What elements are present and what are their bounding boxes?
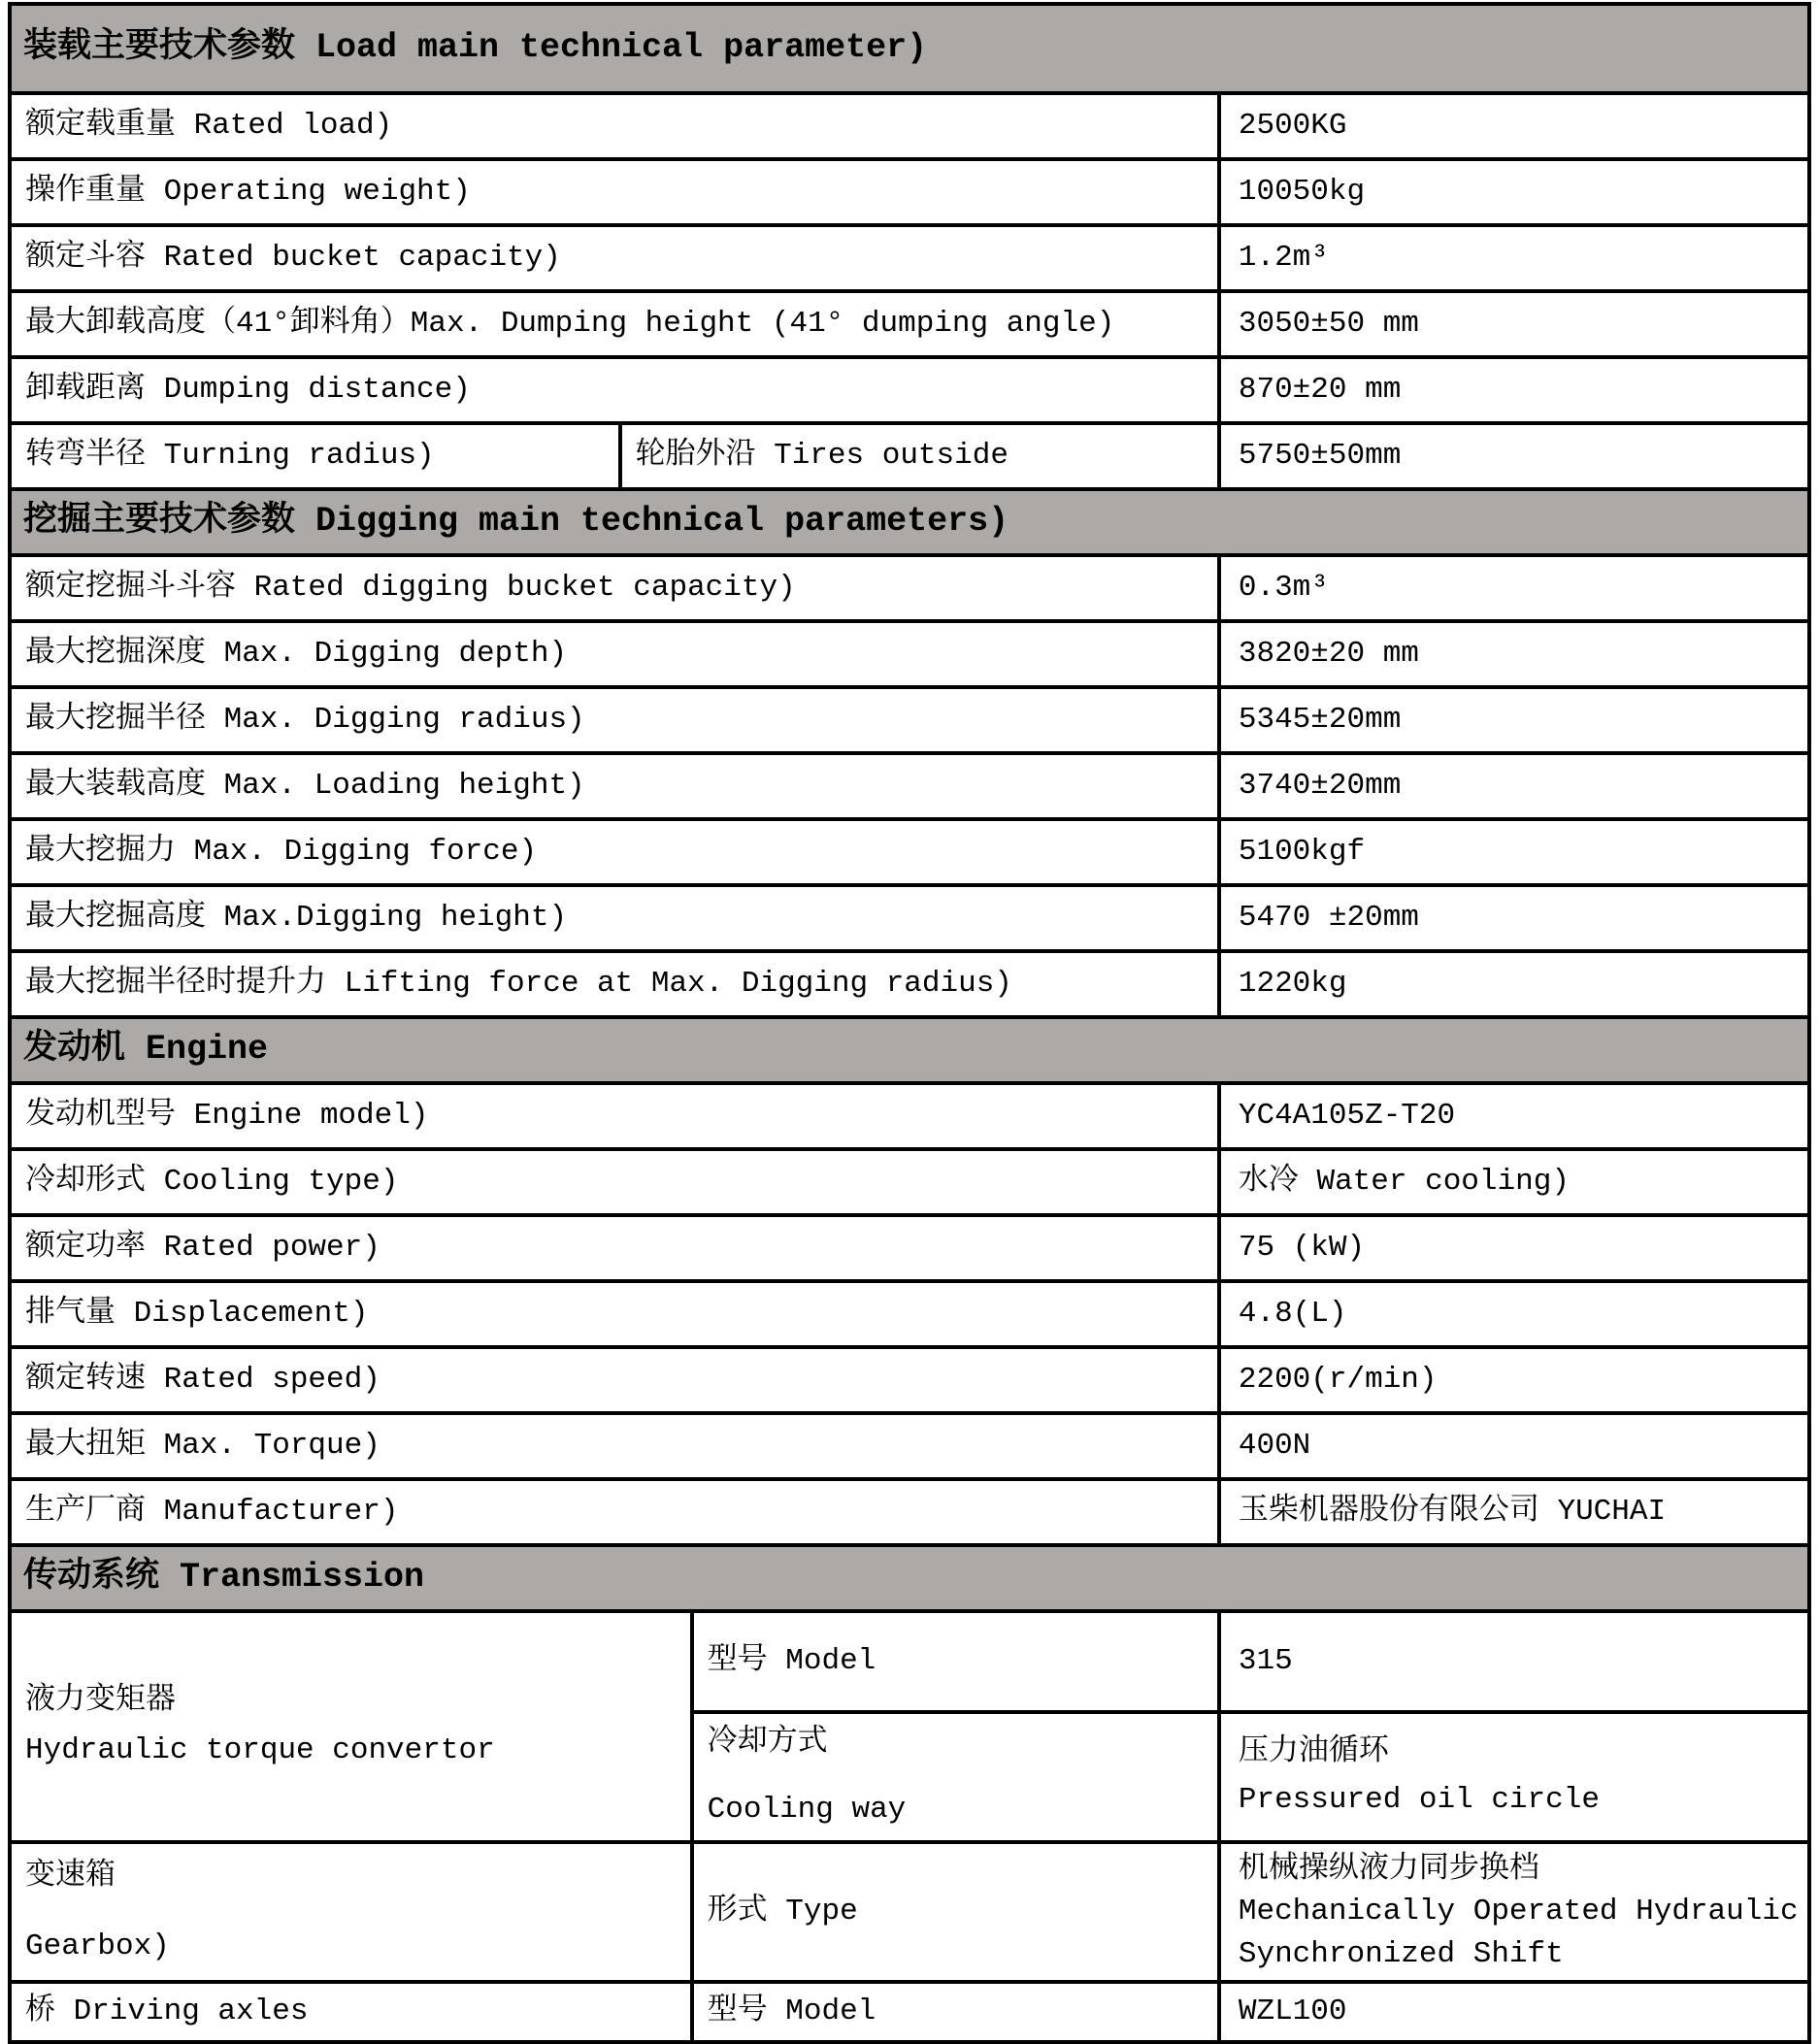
param-value xyxy=(1219,1842,1809,1982)
param-value: 4.8(L) xyxy=(1219,1281,1809,1347)
param-value: WZL100 xyxy=(1219,1982,1809,2042)
param-label: 额定转速 Rated speed) xyxy=(10,1347,1219,1413)
param-label: 最大挖掘高度 Max.Digging height) xyxy=(10,885,1219,951)
engine-section-table xyxy=(8,1019,1811,1547)
param-label: 排气量 Displacement) xyxy=(10,1281,1219,1347)
transmission-section-table xyxy=(8,1547,1811,2044)
param-label: 额定斗容 Rated bucket capacity) xyxy=(10,225,1219,291)
param-value: 5100kgf xyxy=(1219,819,1809,885)
param-label: 最大挖掘半径时提升力 Lifting force at Max. Digging radius) xyxy=(10,951,1219,1017)
section-header-digging: 挖掘主要技术参数 Digging main technical parameters) xyxy=(10,491,1809,555)
param-value: 2500KG xyxy=(1219,93,1809,159)
param-label: 最大装载高度 Max. Loading height) xyxy=(10,753,1219,819)
param-value: 5470 ±20mm xyxy=(1219,885,1809,951)
param-value xyxy=(1219,1712,1809,1842)
param-label: 形式 Type xyxy=(692,1842,1219,1982)
row-max-digging-force xyxy=(10,819,1809,885)
param-label: 型号 Model xyxy=(692,1982,1219,2042)
param-label: 发动机型号 Engine model) xyxy=(10,1083,1219,1149)
param-value: 1220kg xyxy=(1219,951,1809,1017)
row-displacement xyxy=(10,1281,1809,1347)
row-operating-weight xyxy=(10,159,1809,225)
row-driving-axles-model xyxy=(10,1982,1809,2042)
param-value-en: Pressured oil circle xyxy=(1238,1783,1600,1817)
row-manufacturer xyxy=(10,1479,1809,1545)
row-lifting-force xyxy=(10,951,1809,1017)
param-label: 额定挖掘斗斗容 Rated digging bucket capacity) xyxy=(10,555,1219,621)
row-torque-convertor-model xyxy=(10,1611,1809,1712)
row-rated-bucket-capacity xyxy=(10,225,1809,291)
param-value: 315 xyxy=(1219,1611,1809,1712)
param-value: 3740±20mm xyxy=(1219,753,1809,819)
section-header-load: 装载主要技术参数 Load main technical parameter) xyxy=(10,4,1809,93)
component-cell-torque-convertor xyxy=(10,1611,692,1842)
row-dumping-distance xyxy=(10,357,1809,423)
param-label: 型号 Model xyxy=(692,1611,1219,1712)
row-max-digging-radius xyxy=(10,687,1809,753)
table-row xyxy=(10,1547,1809,1611)
param-label: 最大挖掘深度 Max. Digging depth) xyxy=(10,621,1219,687)
param-value: 10050kg xyxy=(1219,159,1809,225)
param-value: 水冷 Water cooling) xyxy=(1219,1149,1809,1215)
row-max-torque xyxy=(10,1413,1809,1479)
param-value: 3820±20 mm xyxy=(1219,621,1809,687)
param-value: 870±20 mm xyxy=(1219,357,1809,423)
param-label: 生产厂商 Manufacturer) xyxy=(10,1479,1219,1545)
param-label: 额定功率 Rated power) xyxy=(10,1215,1219,1281)
param-value: 75 (kW) xyxy=(1219,1215,1809,1281)
param-label-zh: 冷却方式 xyxy=(707,1726,828,1761)
row-cooling-type xyxy=(10,1149,1809,1215)
param-value: 0.3m³ xyxy=(1219,555,1809,621)
row-turning-radius xyxy=(10,423,1809,489)
param-label: 最大扭矩 Max. Torque) xyxy=(10,1413,1219,1479)
row-max-loading-height xyxy=(10,753,1809,819)
row-rated-speed xyxy=(10,1347,1809,1413)
component-cell-driving-axles: 桥 Driving axles xyxy=(10,1982,692,2042)
load-section-table xyxy=(8,2,1811,491)
param-label: 最大卸载高度（41°卸料角）Max. Dumping height (41° dumping angle) xyxy=(10,291,1219,357)
param-sublabel: 轮胎外沿 Tires outside xyxy=(620,423,1219,489)
row-max-dumping-height xyxy=(10,291,1809,357)
param-label: 操作重量 Operating weight) xyxy=(10,159,1219,225)
param-label: 额定载重量 Rated load) xyxy=(10,93,1219,159)
param-value: 400N xyxy=(1219,1413,1809,1479)
row-engine-model xyxy=(10,1083,1809,1149)
param-value: YC4A105Z-T20 xyxy=(1219,1083,1809,1149)
spec-document xyxy=(8,2,1811,2044)
param-value: 2200(r/min) xyxy=(1219,1347,1809,1413)
component-name-en: Hydraulic torque convertor xyxy=(25,1733,495,1767)
digging-section-table xyxy=(8,491,1811,1019)
param-value-en-line1: Mechanically Operated Hydraulic xyxy=(1238,1895,1799,1929)
param-value: 1.2m³ xyxy=(1219,225,1809,291)
section-header-engine: 发动机 Engine xyxy=(10,1019,1809,1083)
component-cell-gearbox xyxy=(10,1842,692,1982)
param-label: 卸载距离 Dumping distance) xyxy=(10,357,1219,423)
row-rated-digging-bucket-capacity xyxy=(10,555,1809,621)
component-name-zh: 液力变矩器 xyxy=(25,1684,176,1719)
param-label: 最大挖掘半径 Max. Digging radius) xyxy=(10,687,1219,753)
table-row xyxy=(10,491,1809,555)
param-value: 3050±50 mm xyxy=(1219,291,1809,357)
table-row xyxy=(10,1019,1809,1083)
row-rated-power xyxy=(10,1215,1809,1281)
component-name-zh: 变速箱 xyxy=(25,1859,116,1894)
param-value-en-line2: Synchronized Shift xyxy=(1238,1936,1564,1971)
row-gearbox-type xyxy=(10,1842,1809,1982)
param-label xyxy=(692,1712,1219,1842)
param-value-zh: 机械操纵液力同步换档 xyxy=(1238,1852,1539,1887)
row-max-digging-depth xyxy=(10,621,1809,687)
row-rated-load xyxy=(10,93,1809,159)
param-label: 冷却形式 Cooling type) xyxy=(10,1149,1219,1215)
param-label-en: Cooling way xyxy=(707,1793,907,1827)
param-value-zh: 压力油循环 xyxy=(1238,1735,1389,1770)
table-row xyxy=(10,4,1809,93)
component-name-en: Gearbox) xyxy=(25,1929,170,1963)
param-value: 玉柴机器股份有限公司 YUCHAI xyxy=(1219,1479,1809,1545)
param-value: 5750±50mm xyxy=(1219,423,1809,489)
param-label: 转弯半径 Turning radius) xyxy=(10,423,620,489)
param-value: 5345±20mm xyxy=(1219,687,1809,753)
section-header-transmission: 传动系统 Transmission xyxy=(10,1547,1809,1611)
row-max-digging-height xyxy=(10,885,1809,951)
param-label: 最大挖掘力 Max. Digging force) xyxy=(10,819,1219,885)
